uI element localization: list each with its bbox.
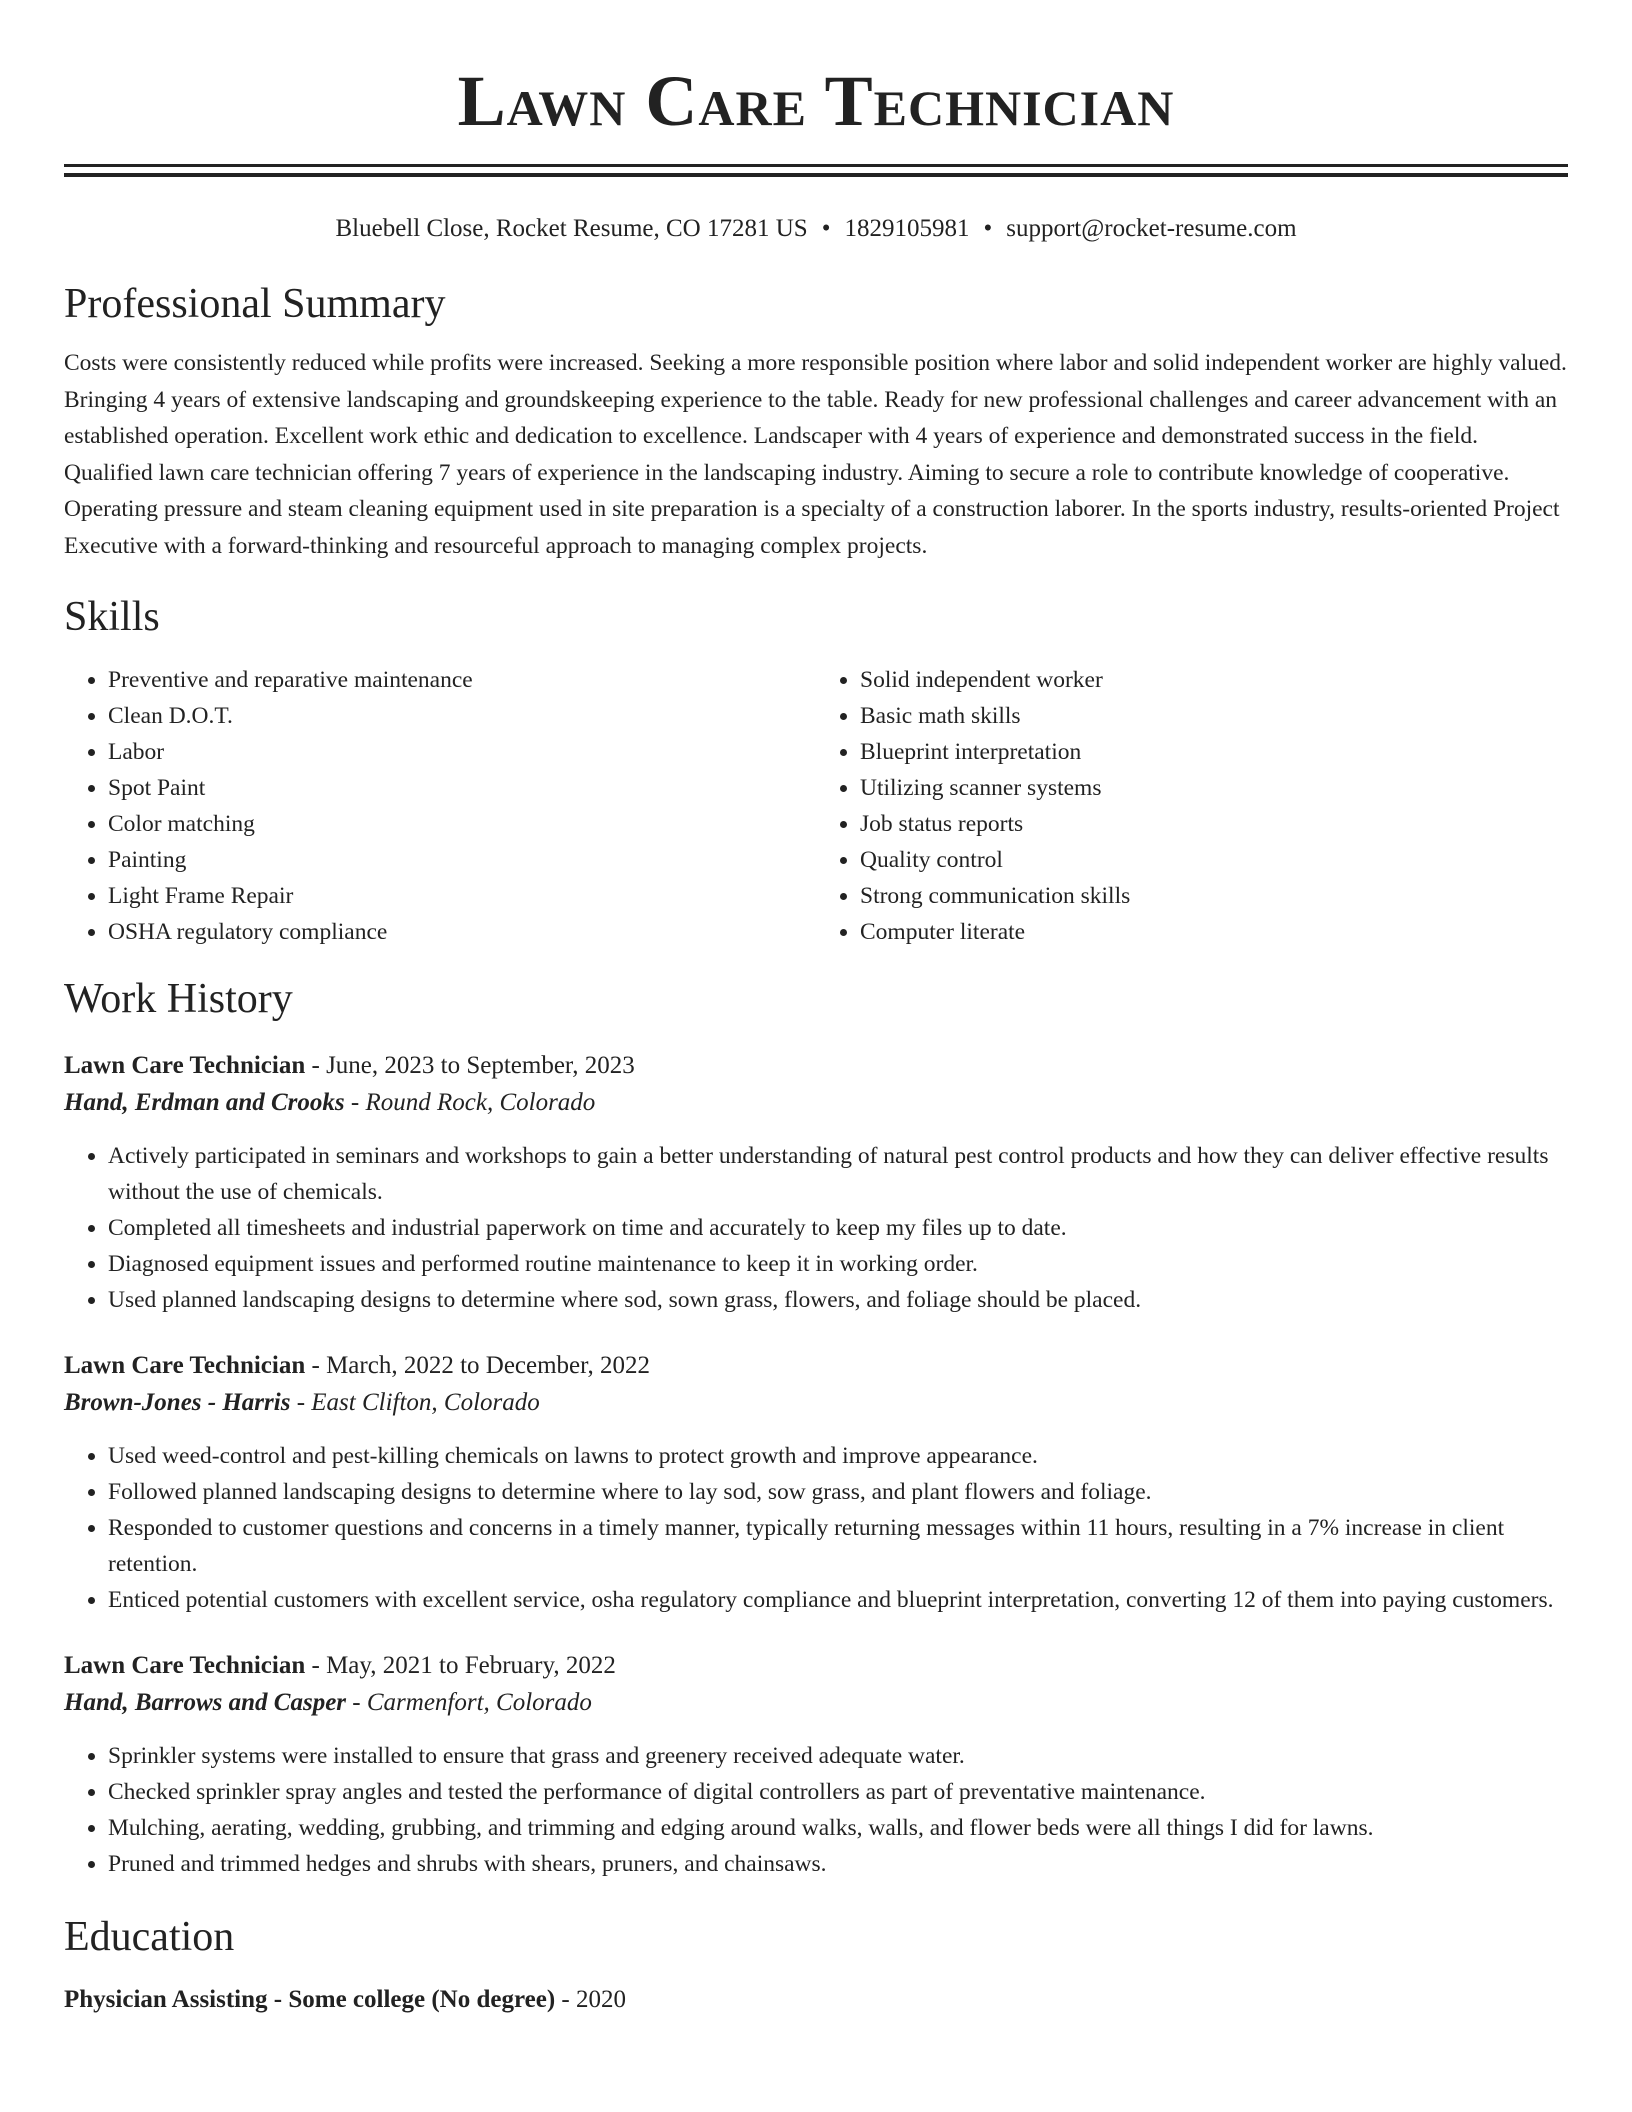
job-company: Brown-Jones - Harris	[64, 1389, 291, 1416]
education-heading: Education	[64, 1914, 235, 1960]
contact-separator: •	[983, 215, 993, 242]
job-title-line	[64, 1348, 1568, 1384]
skill-item: • Computer literate	[860, 914, 1568, 950]
summary-heading: Professional Summary	[64, 281, 446, 327]
job-bullet: • Responded to customer questions and concerns in a timely manner, typically returning messages within 11 hours, resulting in a 7% increase in client retention.	[108, 1510, 1568, 1582]
job-company-line	[64, 1384, 1568, 1422]
job-entry	[64, 1048, 1568, 1318]
contact-separator: •	[821, 215, 831, 242]
skill-item: • Blueprint interpretation	[860, 734, 1568, 770]
skill-item: • Strong communication skills	[860, 878, 1568, 914]
job-dates: - March, 2022 to December, 2022	[305, 1352, 650, 1379]
title-divider	[64, 164, 1568, 177]
education-year: - 2020	[555, 1986, 626, 2013]
job-bullets	[64, 1438, 1568, 1618]
job-dates: - June, 2023 to September, 2023	[305, 1052, 635, 1079]
job-company: Hand, Erdman and Crooks	[64, 1089, 345, 1116]
job-bullet: • Actively participated in seminars and workshops to gain a better understanding of natural pest control products and how they can deliver effective results without the use of chemicals.	[108, 1138, 1568, 1210]
job-entry	[64, 1348, 1568, 1618]
skill-item: • Basic math skills	[860, 698, 1568, 734]
job-title-line	[64, 1648, 1568, 1684]
work-history-heading: Work History	[64, 976, 293, 1022]
contact-address: Bluebell Close, Rocket Resume, CO 17281 US	[335, 215, 808, 242]
job-location: - East Clifton, Colorado	[290, 1389, 540, 1416]
job-bullet: • Diagnosed equipment issues and performed routine maintenance to keep it in working order.	[108, 1246, 1568, 1282]
skill-item: • Job status reports	[860, 806, 1568, 842]
contact-email: support@rocket-resume.com	[1006, 215, 1297, 242]
job-title-line	[64, 1048, 1568, 1084]
skill-item: • Quality control	[860, 842, 1568, 878]
job-bullet: • Pruned and trimmed hedges and shrubs with shears, pruners, and chainsaws.	[108, 1846, 1568, 1882]
job-bullets	[64, 1138, 1568, 1318]
skills-column-right	[816, 662, 1568, 950]
job-bullet: • Enticed potential customers with excellent service, osha regulatory compliance and blueprint interpretation, converting 12 of them into paying customers.	[108, 1582, 1568, 1618]
job-bullet: • Followed planned landscaping designs to determine where to lay sod, sow grass, and plant flowers and foliage.	[108, 1474, 1568, 1510]
skill-item: • Preventive and reparative maintenance	[108, 662, 816, 698]
skill-item: • Spot Paint	[108, 770, 816, 806]
contact-phone: 1829105981	[844, 215, 970, 242]
skill-item: • Clean D.O.T.	[108, 698, 816, 734]
job-bullet: • Used planned landscaping designs to determine where sod, sown grass, flowers, and foliage should be placed.	[108, 1282, 1568, 1318]
job-location: - Carmenfort, Colorado	[346, 1689, 592, 1716]
skills-heading: Skills	[64, 594, 160, 640]
contact-line	[64, 213, 1568, 245]
skills-column-left	[64, 662, 816, 950]
job-entry	[64, 1648, 1568, 1882]
skill-item: • Light Frame Repair	[108, 878, 816, 914]
job-bullet: • Sprinkler systems were installed to ensure that grass and greenery received adequate water.	[108, 1738, 1568, 1774]
job-company: Hand, Barrows and Casper	[64, 1689, 347, 1716]
education-degree: Physician Assisting - Some college (No degree)	[64, 1986, 556, 2013]
job-bullet: • Used weed-control and pest-killing chemicals on lawns to protect growth and improve appearance.	[108, 1438, 1568, 1474]
skill-item: • Color matching	[108, 806, 816, 842]
job-title: Lawn Care Technician	[64, 1352, 306, 1379]
job-company-line	[64, 1684, 1568, 1722]
summary-text: Costs were consistently reduced while profits were increased. Seeking a more responsible position where labor and solid independent worker are highly valued. Bringing 4 years of extensive landscaping and groundskeeping experience to the table. Ready for new professional challenges and career advancement with an established operation. Excellent work ethic and dedication to excellence. Landscaper with 4 years of experience and demonstrated success in the field. Qualified lawn care technician offering 7 years of experience in the landscaping industry. Aiming to secure a role to contribute knowledge of cooperative. Operating pressure and steam cleaning equipment used in site preparation is a specialty of a construction laborer. In the sports industry, results-oriented Project Executive with a forward-thinking and resourceful approach to managing complex projects.	[64, 350, 1567, 559]
job-bullet: • Completed all timesheets and industrial paperwork on time and accurately to keep my files up to date.	[108, 1210, 1568, 1246]
job-title: Lawn Care Technician	[64, 1652, 306, 1679]
skill-item: • Solid independent worker	[860, 662, 1568, 698]
skill-item: • Utilizing scanner systems	[860, 770, 1568, 806]
job-bullet: • Mulching, aerating, wedding, grubbing, and trimming and edging around walks, walls, and flower beds were all things I did for lawns.	[108, 1810, 1568, 1846]
skill-item: • Painting	[108, 842, 816, 878]
job-bullet: • Checked sprinkler spray angles and tested the performance of digital controllers as part of preventative maintenance.	[108, 1774, 1568, 1810]
skill-item: • OSHA regulatory compliance	[108, 914, 816, 950]
education-entry	[64, 1982, 1568, 2018]
job-location: - Round Rock, Colorado	[344, 1089, 596, 1116]
job-dates: - May, 2021 to February, 2022	[305, 1652, 616, 1679]
job-company-line	[64, 1084, 1568, 1122]
skills-list	[64, 662, 1568, 950]
skill-item: • Labor	[108, 734, 816, 770]
job-bullets	[64, 1738, 1568, 1882]
resume-title: Lawn Care Technician	[457, 61, 1175, 141]
job-title: Lawn Care Technician	[64, 1052, 306, 1079]
